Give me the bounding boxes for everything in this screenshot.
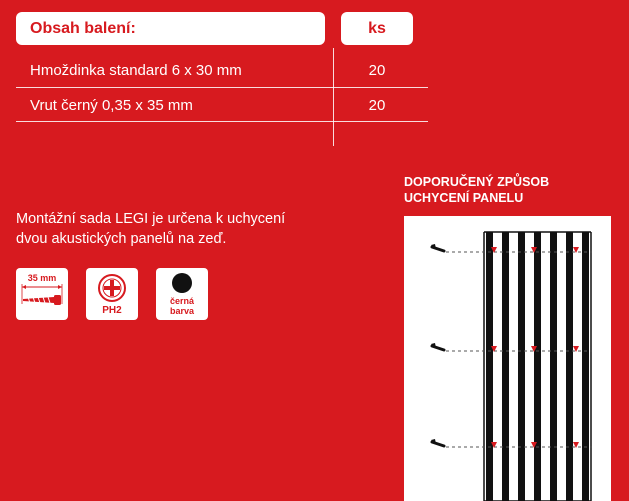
table-row bbox=[16, 89, 428, 122]
table-row bbox=[16, 54, 428, 87]
screw-length-label: 35 mm bbox=[27, 273, 57, 283]
table-header-name-label: Obsah balení: bbox=[30, 19, 136, 37]
panel-slats bbox=[486, 232, 589, 501]
description bbox=[16, 209, 326, 249]
ph2-label: PH2 bbox=[102, 305, 122, 316]
diagram-title bbox=[404, 174, 604, 206]
black-color-label-line2: barva bbox=[169, 306, 195, 316]
mounting-diagram-illustration bbox=[404, 216, 611, 501]
mounting-diagram bbox=[404, 216, 611, 501]
table-cell-qty: 20 bbox=[368, 62, 386, 79]
screw-length-badge bbox=[16, 268, 68, 320]
table-column-divider bbox=[333, 48, 334, 146]
table-header-qty-label: ks bbox=[368, 19, 386, 37]
description-line: dvou akustických panelů na zeď. bbox=[16, 231, 227, 247]
table-cell-name: Vrut černý 0,35 x 35 mm bbox=[30, 97, 193, 114]
table-cell-name: Hmoždinka standard 6 x 30 mm bbox=[30, 62, 242, 79]
table-divider bbox=[16, 121, 428, 122]
black-color-label-line1: černá bbox=[169, 296, 195, 306]
screw-length-icon bbox=[16, 268, 68, 320]
diagram-title-line: DOPORUČENÝ ZPŮSOB bbox=[404, 175, 550, 189]
description-line: Montážní sada LEGI je určena k uchycení bbox=[16, 211, 286, 227]
ph2-badge bbox=[86, 268, 138, 320]
table-cell-qty: 20 bbox=[368, 97, 386, 114]
table-header-name bbox=[16, 12, 325, 45]
black-color-badge bbox=[156, 268, 208, 320]
diagram-title-line: UCHYCENÍ PANELU bbox=[404, 191, 524, 205]
table-header-qty bbox=[341, 12, 413, 45]
table-divider bbox=[16, 87, 428, 88]
